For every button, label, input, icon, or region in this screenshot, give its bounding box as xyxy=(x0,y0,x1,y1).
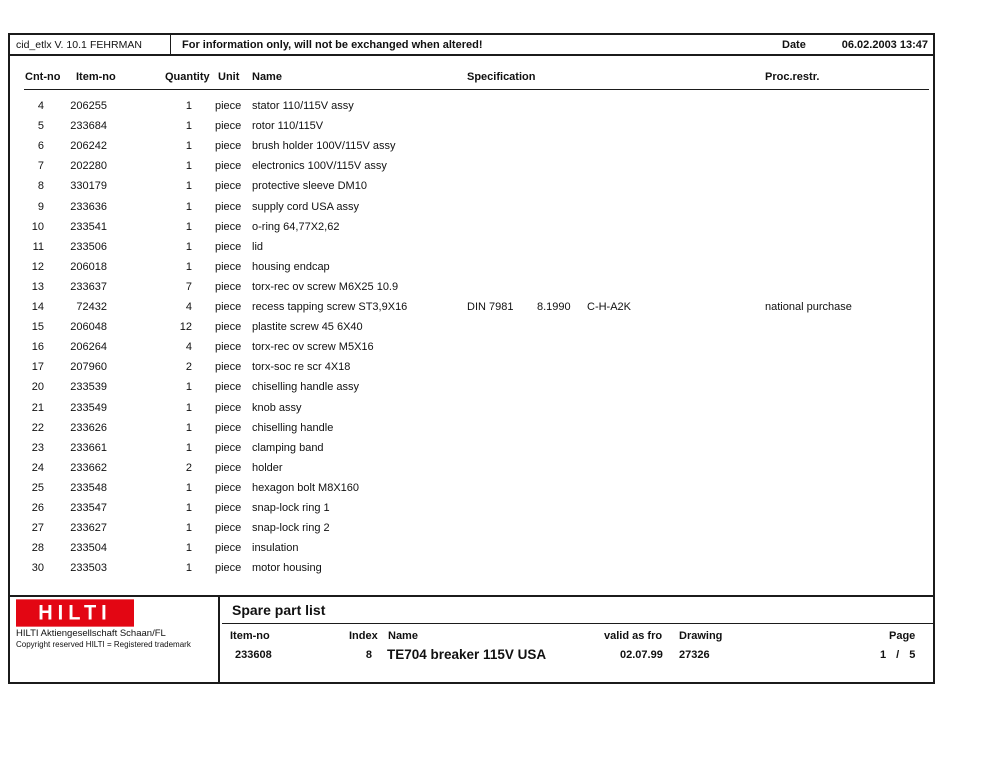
row-name: chiselling handle xyxy=(252,422,334,434)
row-quantity: 1 xyxy=(185,402,192,414)
row-unit: piece xyxy=(215,160,242,172)
row-quantity: 1 xyxy=(185,221,192,233)
table-row xyxy=(10,358,933,378)
row-cnt-no: 8 xyxy=(37,180,44,192)
document-footer xyxy=(10,595,933,682)
footer-label-name: Name xyxy=(388,630,418,642)
row-quantity: 1 xyxy=(185,100,192,112)
row-name: protective sleeve DM10 xyxy=(252,180,367,192)
row-unit: piece xyxy=(215,442,242,454)
row-name: torx-rec ov screw M5X16 xyxy=(252,341,374,353)
row-cnt-no: 20 xyxy=(31,381,44,393)
row-name: recess tapping screw ST3,9X16 xyxy=(252,301,408,313)
row-quantity: 1 xyxy=(185,261,192,273)
row-name: clamping band xyxy=(252,442,324,454)
table-row xyxy=(10,338,933,358)
table-row xyxy=(10,137,933,157)
col-header-unit: Unit xyxy=(218,71,240,83)
row-item-no: 233547 xyxy=(70,502,107,514)
row-unit: piece xyxy=(215,341,242,353)
row-cnt-no: 14 xyxy=(31,301,44,313)
row-unit: piece xyxy=(215,120,242,132)
hilti-logo: HILTI xyxy=(16,599,134,626)
row-name: chiselling handle assy xyxy=(252,381,360,393)
row-unit: piece xyxy=(215,180,242,192)
footer-label-item-no: Item-no xyxy=(230,630,270,642)
footer-info-block xyxy=(222,597,933,682)
row-unit: piece xyxy=(215,241,242,253)
row-cnt-no: 15 xyxy=(31,321,44,333)
copyright-note: Copyright reserved HILTI = Registered trademark xyxy=(16,640,191,649)
row-quantity: 1 xyxy=(185,120,192,132)
row-name: snap-lock ring 2 xyxy=(252,522,330,534)
row-quantity: 1 xyxy=(185,442,192,454)
row-name: knob assy xyxy=(252,402,302,414)
row-quantity: 4 xyxy=(185,341,192,353)
row-cnt-no: 22 xyxy=(31,422,44,434)
footer-value-index: 8 xyxy=(365,649,372,661)
row-unit: piece xyxy=(215,301,242,313)
row-unit: piece xyxy=(215,281,242,293)
footer-value-product-name: TE704 breaker 115V USA xyxy=(387,647,547,662)
spare-part-list-document xyxy=(8,33,935,684)
row-quantity: 4 xyxy=(185,301,192,313)
row-cnt-no: 9 xyxy=(37,201,44,213)
row-quantity: 12 xyxy=(179,321,192,333)
row-name: hexagon bolt M8X160 xyxy=(252,482,360,494)
row-name: holder xyxy=(252,462,283,474)
row-item-no: 233541 xyxy=(70,221,107,233)
row-cnt-no: 7 xyxy=(37,160,44,172)
row-name: snap-lock ring 1 xyxy=(252,502,330,514)
table-row xyxy=(10,439,933,459)
row-item-no: 206242 xyxy=(70,140,107,152)
row-unit: piece xyxy=(215,402,242,414)
row-item-no: 206048 xyxy=(70,321,107,333)
row-quantity: 1 xyxy=(185,160,192,172)
table-row xyxy=(10,539,933,559)
row-cnt-no: 28 xyxy=(31,542,44,554)
row-name: supply cord USA assy xyxy=(252,201,359,213)
row-unit: piece xyxy=(215,462,242,474)
document-title: Spare part list xyxy=(232,602,326,618)
row-item-no: 233627 xyxy=(70,522,107,534)
table-row xyxy=(10,218,933,238)
row-name: brush holder 100V/115V assy xyxy=(252,140,396,152)
row-quantity: 1 xyxy=(185,562,192,574)
row-cnt-no: 16 xyxy=(31,341,44,353)
footer-label-drawing: Drawing xyxy=(679,630,723,642)
row-name: torx-rec ov screw M6X25 10.9 xyxy=(252,281,399,293)
row-cnt-no: 4 xyxy=(37,100,44,112)
table-row xyxy=(10,278,933,298)
row-quantity: 1 xyxy=(185,241,192,253)
row-quantity: 1 xyxy=(185,542,192,554)
company-name: HILTI Aktiengesellschaft Schaan/FL xyxy=(16,628,166,639)
row-cnt-no: 26 xyxy=(31,502,44,514)
footer-brand-block xyxy=(10,597,220,682)
footer-value-item-no: 233608 xyxy=(235,649,272,661)
row-quantity: 1 xyxy=(185,140,192,152)
table-row xyxy=(10,559,933,579)
row-item-no: 72432 xyxy=(76,301,107,313)
row-name: rotor 110/115V xyxy=(252,120,324,132)
document-header-bar xyxy=(10,35,933,56)
table-row xyxy=(10,318,933,338)
row-cnt-no: 27 xyxy=(31,522,44,534)
table-row xyxy=(10,479,933,499)
row-cnt-no: 30 xyxy=(31,562,44,574)
row-item-no: 207960 xyxy=(70,361,107,373)
footer-label-page: Page xyxy=(889,630,916,642)
row-item-no: 233662 xyxy=(70,462,107,474)
row-cnt-no: 12 xyxy=(31,261,44,273)
row-proc-restr: national purchase xyxy=(765,301,852,313)
col-header-proc-restr: Proc.restr. xyxy=(765,71,820,83)
table-row xyxy=(10,117,933,137)
row-quantity: 1 xyxy=(185,180,192,192)
row-quantity: 1 xyxy=(185,422,192,434)
row-cnt-no: 6 xyxy=(37,140,44,152)
row-spec-date: 8.1990 xyxy=(537,301,571,313)
row-item-no: 206264 xyxy=(70,341,107,353)
date-value: 06.02.2003 13:47 xyxy=(841,39,928,51)
row-name: lid xyxy=(252,241,264,253)
row-item-no: 233503 xyxy=(70,562,107,574)
row-unit: piece xyxy=(215,482,242,494)
table-row xyxy=(10,459,933,479)
row-quantity: 1 xyxy=(185,482,192,494)
col-header-cnt-no: Cnt-no xyxy=(25,71,61,83)
table-row xyxy=(10,378,933,398)
row-cnt-no: 17 xyxy=(31,361,44,373)
row-unit: piece xyxy=(215,361,242,373)
table-row xyxy=(10,519,933,539)
footer-label-index: Index xyxy=(349,630,378,642)
row-item-no: 202280 xyxy=(70,160,107,172)
row-quantity: 1 xyxy=(185,502,192,514)
row-item-no: 233626 xyxy=(70,422,107,434)
row-unit: piece xyxy=(215,261,242,273)
row-spec-standard: DIN 7981 xyxy=(467,301,514,313)
row-unit: piece xyxy=(215,201,242,213)
row-cnt-no: 25 xyxy=(31,482,44,494)
table-row xyxy=(10,399,933,419)
table-body xyxy=(10,90,933,595)
col-header-specification: Specification xyxy=(467,71,536,83)
footer-title-rule xyxy=(222,623,933,624)
table-row xyxy=(10,177,933,197)
row-unit: piece xyxy=(215,321,242,333)
row-cnt-no: 21 xyxy=(31,402,44,414)
footer-value-drawing: 27326 xyxy=(679,649,710,661)
row-item-no: 206018 xyxy=(70,261,107,273)
row-unit: piece xyxy=(215,221,242,233)
row-item-no: 233549 xyxy=(70,402,107,414)
col-header-quantity: Quantity xyxy=(165,71,210,83)
row-cnt-no: 24 xyxy=(31,462,44,474)
row-unit: piece xyxy=(215,422,242,434)
row-unit: piece xyxy=(215,502,242,514)
row-unit: piece xyxy=(215,100,242,112)
row-unit: piece xyxy=(215,140,242,152)
row-item-no: 233548 xyxy=(70,482,107,494)
row-name: motor housing xyxy=(252,562,322,574)
row-item-no: 233684 xyxy=(70,120,107,132)
table-row xyxy=(10,97,933,117)
date-label: Date xyxy=(782,39,806,51)
row-cnt-no: 5 xyxy=(37,120,44,132)
row-quantity: 1 xyxy=(185,522,192,534)
row-name: plastite screw 45 6X40 xyxy=(252,321,363,333)
row-item-no: 330179 xyxy=(70,180,107,192)
row-item-no: 233506 xyxy=(70,241,107,253)
user-name-label: FEHRMAN xyxy=(90,39,142,51)
system-version-label: cid_etlx V. 10.1 xyxy=(16,39,87,51)
footer-value-page: 1 / 5 xyxy=(880,649,916,661)
row-unit: piece xyxy=(215,542,242,554)
table-row xyxy=(10,198,933,218)
row-name: torx-soc re scr 4X18 xyxy=(252,361,351,373)
row-cnt-no: 11 xyxy=(32,241,44,253)
row-item-no: 233661 xyxy=(70,442,107,454)
row-quantity: 7 xyxy=(185,281,192,293)
col-header-name: Name xyxy=(252,71,282,83)
row-quantity: 2 xyxy=(185,361,192,373)
table-row xyxy=(10,157,933,177)
row-quantity: 1 xyxy=(185,201,192,213)
table-row xyxy=(10,238,933,258)
row-quantity: 1 xyxy=(185,381,192,393)
row-name: housing endcap xyxy=(252,261,330,273)
row-name: stator 110/115V assy xyxy=(252,100,354,112)
row-item-no: 233637 xyxy=(70,281,107,293)
row-name: electronics 100V/115V assy xyxy=(252,160,387,172)
row-name: insulation xyxy=(252,542,299,554)
row-item-no: 233636 xyxy=(70,201,107,213)
table-row xyxy=(10,298,933,318)
row-item-no: 206255 xyxy=(70,100,107,112)
table-row xyxy=(10,258,933,278)
col-header-item-no: Item-no xyxy=(76,71,116,83)
row-unit: piece xyxy=(215,522,242,534)
table-row xyxy=(10,499,933,519)
row-name: o-ring 64,77X2,62 xyxy=(252,221,340,233)
header-divider xyxy=(170,35,171,54)
row-unit: piece xyxy=(215,381,242,393)
row-cnt-no: 10 xyxy=(31,221,44,233)
row-spec-class: C-H-A2K xyxy=(587,301,632,313)
row-cnt-no: 13 xyxy=(31,281,44,293)
table-row xyxy=(10,419,933,439)
footer-value-valid-as-fro: 02.07.99 xyxy=(620,649,663,661)
footer-label-valid-as-fro: valid as fro xyxy=(604,630,663,642)
row-unit: piece xyxy=(215,562,242,574)
row-quantity: 2 xyxy=(185,462,192,474)
row-cnt-no: 23 xyxy=(31,442,44,454)
row-item-no: 233539 xyxy=(70,381,107,393)
row-item-no: 233504 xyxy=(70,542,107,554)
information-notice: For information only, will not be exchanged when altered! xyxy=(182,39,483,51)
